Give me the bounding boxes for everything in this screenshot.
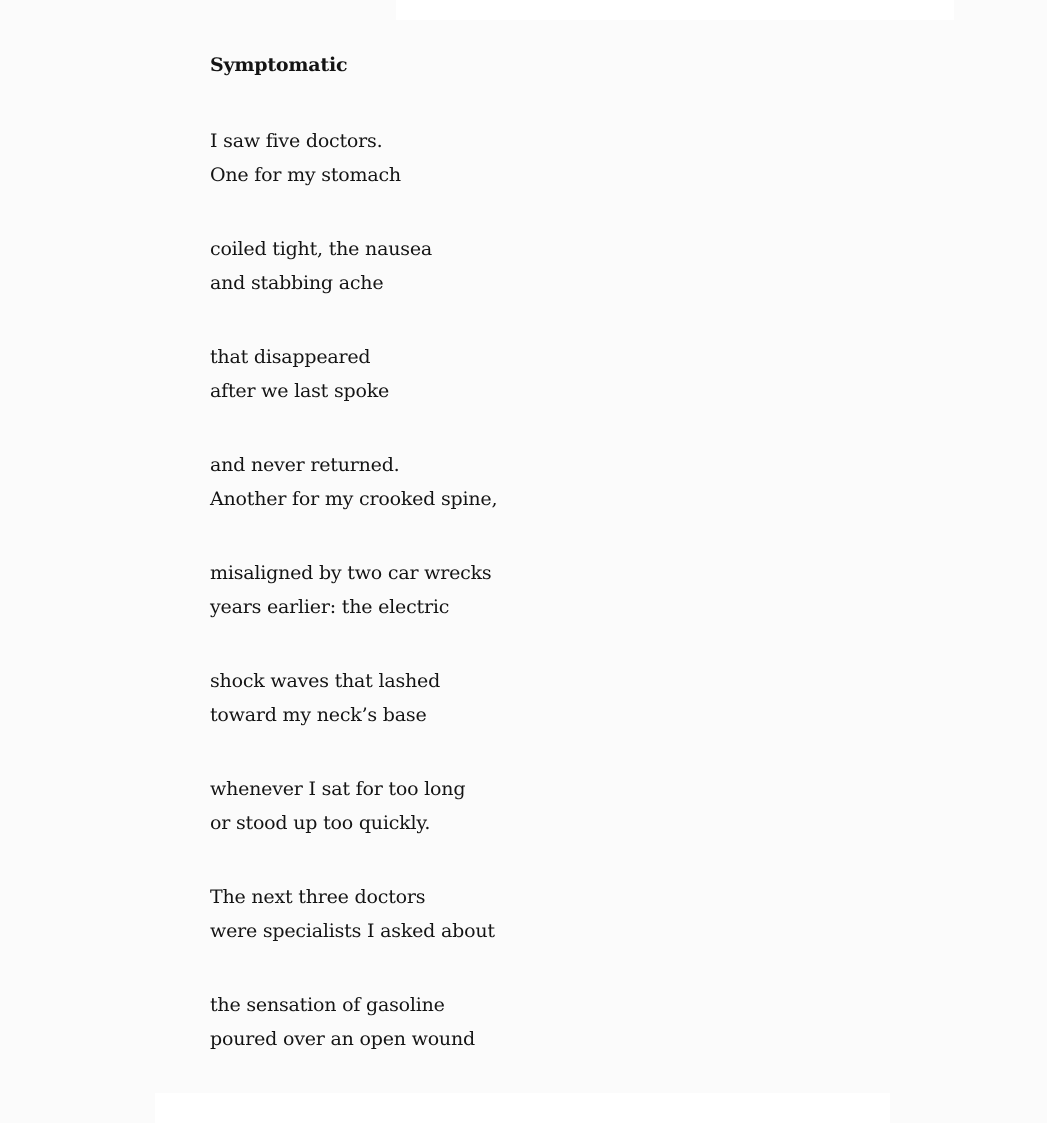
poem-line: toward my neck’s base: [210, 703, 427, 726]
poem-line: One for my stomach: [210, 163, 401, 186]
poem-line: that disappeared: [210, 346, 371, 368]
poem-line: the sensation of gasoline: [210, 994, 445, 1016]
stanza: [210, 881, 810, 948]
poem-line: poured over an open wound: [210, 1027, 475, 1050]
poem: [210, 50, 810, 1097]
poem-line: coiled tight, the nausea: [210, 238, 432, 260]
poem-line: years earlier: the electric: [210, 595, 450, 618]
poem-line: were specialists I asked about: [210, 919, 495, 942]
poem-title: Symptomatic: [210, 54, 348, 76]
poem-line: after we last spoke: [210, 379, 390, 402]
poem-line: shock waves that lashed: [210, 670, 441, 692]
bottom-page-edge: [155, 1093, 890, 1123]
stanza: [210, 557, 810, 624]
stanza: [210, 773, 810, 840]
poem-line: The next three doctors: [210, 886, 426, 908]
stanza: [210, 125, 810, 192]
top-page-edge: [396, 0, 954, 20]
stanza: [210, 341, 810, 408]
poem-line: and never returned.: [210, 454, 400, 476]
poem-line: and stabbing ache: [210, 271, 384, 294]
stanza: [210, 449, 810, 516]
stanza: [210, 665, 810, 732]
poem-line: misaligned by two car wrecks: [210, 562, 492, 584]
poem-line: I saw five doctors.: [210, 130, 383, 152]
poem-line: whenever I sat for too long: [210, 778, 466, 800]
poem-line: Another for my crooked spine,: [210, 487, 498, 510]
poem-line: or stood up too quickly.: [210, 811, 431, 834]
stanza: [210, 233, 810, 300]
stanza: [210, 989, 810, 1056]
